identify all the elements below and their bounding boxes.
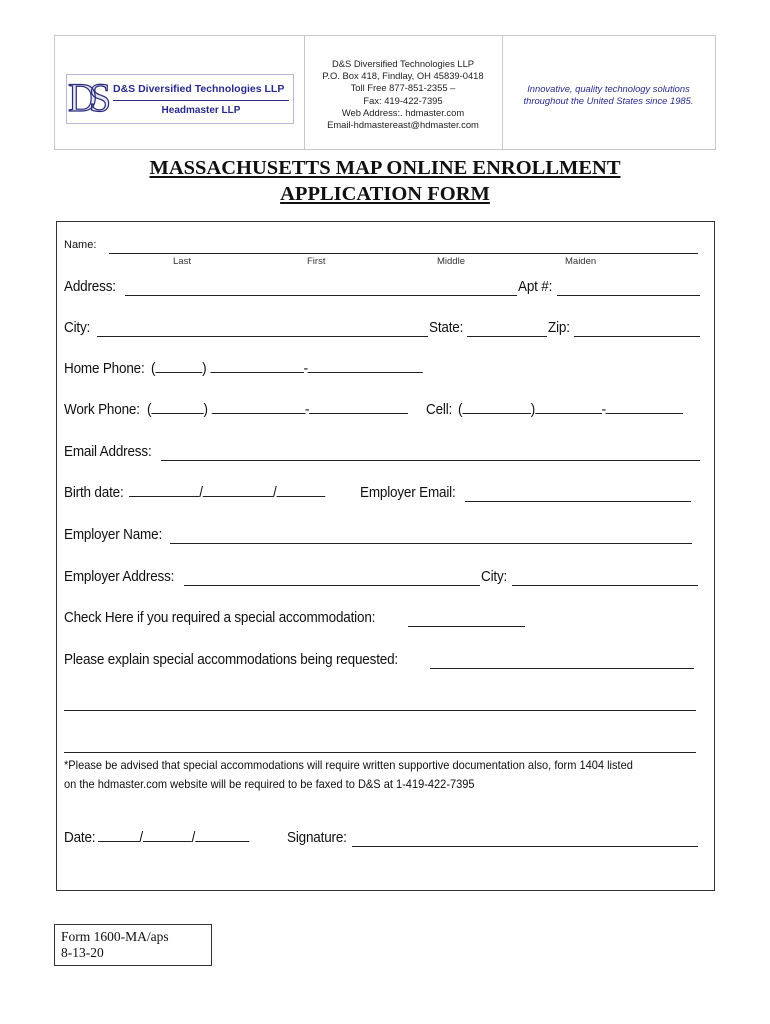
date-field[interactable]: / / [98,829,249,846]
name-sublabel-maiden: Maiden [565,256,597,267]
work-phone-label: Work Phone: [64,401,140,418]
company-address-cell [304,36,503,149]
signature-field[interactable] [352,846,698,847]
name-sublabel-last: Last [173,256,191,267]
form-number-box [54,924,212,966]
name-sublabel-middle: Middle [437,256,465,267]
form-title-line: MASSACHUSETTS MAP ONLINE ENROLLMENT [149,157,621,179]
apt-field[interactable] [557,295,700,296]
accommodation-notice-line: on the hdmaster.com website will be required to be faxed to D&S at 1-419-422-7395 [64,777,475,791]
ds-logo-mark: DS [68,75,104,120]
company-logo [66,74,294,124]
employer-city-label: City: [481,568,508,585]
name-sublabel-first: First [307,256,326,267]
name-label: Name: [64,239,97,251]
address-line: Web Address:. hdmaster.com [341,106,465,118]
city-label: City: [64,319,91,336]
state-field[interactable] [467,336,547,337]
employer-city-field[interactable] [512,585,698,586]
email-field[interactable] [161,460,700,461]
date-label: Date: [64,829,96,846]
state-label: State: [429,319,464,336]
zip-field[interactable] [574,336,700,337]
employer-address-field[interactable] [184,585,480,586]
accommodation-explain-field[interactable] [430,668,694,669]
employer-name-field[interactable] [170,543,692,544]
employer-address-label: Employer Address: [64,568,175,585]
employer-email-label: Employer Email: [360,484,456,501]
birth-date-field[interactable]: / / [129,484,325,501]
work-phone-field[interactable]: ( ) - [147,401,408,418]
email-label: Email Address: [64,443,152,460]
company-address [304,58,502,131]
apt-label: Apt #: [518,278,553,295]
birth-date-label: Birth date: [64,484,124,501]
application-form [56,221,715,891]
home-phone-label: Home Phone: [64,360,145,377]
accommodation-check-label: Check Here if you required a special accommodation: [64,609,376,626]
cell-label: Cell: [426,401,453,418]
tagline-line: Innovative, quality technology solutions [527,83,690,94]
accommodation-notice-line: *Please be advised that special accommodations will require written supportive documentation also, form 1404 listed [64,758,633,772]
form-revision-date: 8-13-20 [61,945,104,960]
form-title-line: APPLICATION FORM [280,183,490,205]
form-title [0,155,770,207]
address-line: D&S Diversified Technologies LLP [331,58,475,69]
employer-email-field[interactable] [465,501,691,502]
company-tagline [502,83,715,107]
address-line: Fax: 419-422-7395 [363,94,443,106]
address-field[interactable] [125,295,517,296]
letterhead [54,35,716,150]
logo-subtitle: Headmaster LLP [161,105,241,116]
accommodation-explain-label: Please explain special accommodations being requested: [64,651,398,668]
accommodation-explain-line-3[interactable] [64,752,696,753]
accommodation-checkbox-field[interactable] [408,626,525,627]
logo-title: D&S Diversified Technologies LLP [113,83,285,95]
logo-divider [113,100,289,101]
zip-label: Zip: [548,319,570,336]
address-label: Address: [64,278,116,295]
name-field[interactable] [109,253,698,254]
accommodation-explain-line-2[interactable] [64,710,696,711]
signature-label: Signature: [287,829,347,846]
tagline-cell [502,36,715,149]
address-line: Toll Free 877-851-2355 – [350,82,456,94]
address-line: P.O. Box 418, Findlay, OH 45839-0418 [322,70,484,82]
cell-phone-field[interactable]: ( ) - [458,401,683,418]
logo-cell [55,36,305,149]
tagline-line: throughout the United States since 1985. [523,95,694,107]
city-field[interactable] [97,336,428,337]
form-number: Form 1600-MA/aps [61,929,169,944]
home-phone-field[interactable]: ( ) - [151,360,423,377]
address-line: Email-hdmastereast@hdmaster.com [327,119,479,131]
employer-name-label: Employer Name: [64,526,163,543]
